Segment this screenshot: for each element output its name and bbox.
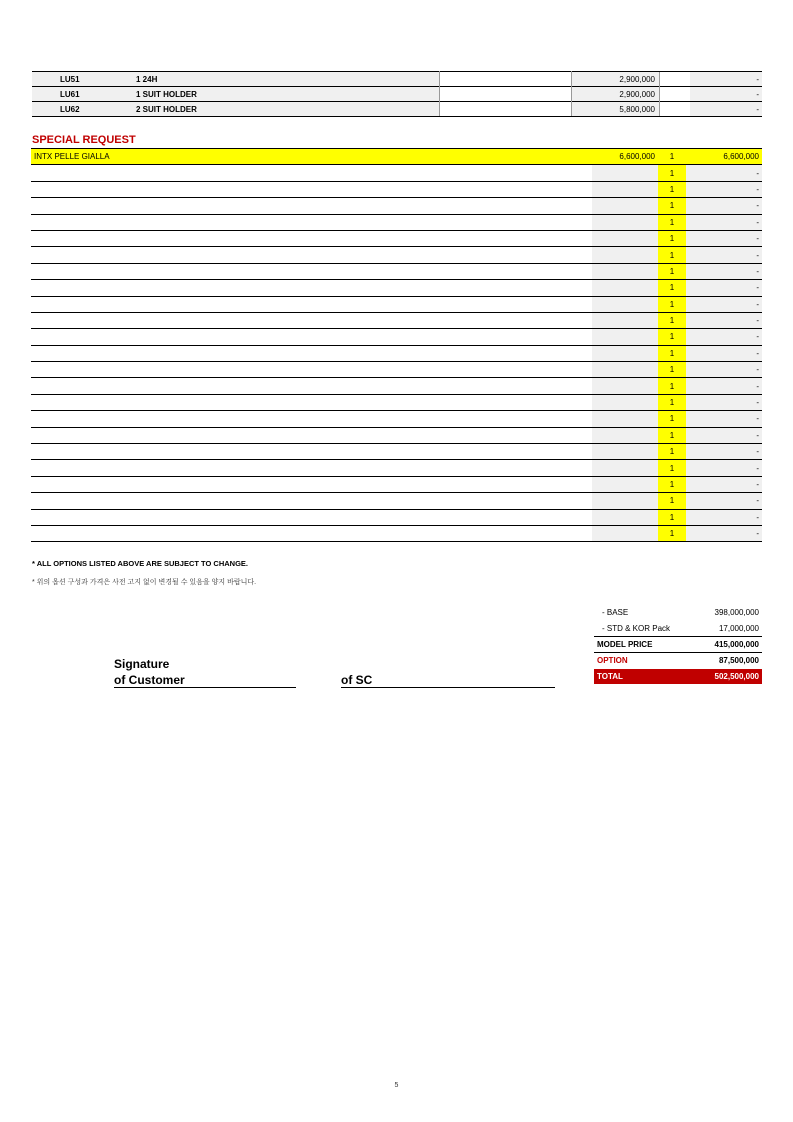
request-amount: - (686, 378, 762, 394)
option-code: LU62 (32, 102, 133, 117)
request-qty[interactable]: 1 (658, 198, 686, 214)
request-price[interactable] (592, 411, 658, 427)
request-price[interactable] (592, 476, 658, 492)
special-request-row (31, 329, 762, 345)
price-summary (594, 605, 762, 684)
request-description[interactable] (31, 230, 592, 246)
option-description: 2 SUIT HOLDER (133, 102, 440, 117)
request-price[interactable] (592, 509, 658, 525)
request-amount: - (686, 263, 762, 279)
sc-signature-line[interactable] (341, 687, 555, 688)
base-value: 398,000,000 (714, 608, 759, 618)
request-qty[interactable]: 1 (658, 214, 686, 230)
request-description[interactable] (31, 394, 592, 410)
option-blank-cell (440, 87, 572, 102)
option-price: 2,900,000 (572, 72, 660, 87)
request-amount: 6,600,000 (686, 149, 762, 165)
request-amount: - (686, 329, 762, 345)
request-price[interactable] (592, 181, 658, 197)
option-description: 1 24H (133, 72, 440, 87)
request-amount: - (686, 394, 762, 410)
special-request-title: SPECIAL REQUEST (32, 134, 136, 146)
base-label: - BASE (602, 608, 629, 618)
special-request-row (31, 509, 762, 525)
std-pack-label: - STD & KOR Pack (602, 623, 671, 633)
option-row (32, 102, 762, 117)
customer-signature-line[interactable] (114, 687, 296, 688)
special-request-row (31, 214, 762, 230)
request-price[interactable] (592, 230, 658, 246)
special-request-row (31, 165, 762, 181)
request-description[interactable] (31, 263, 592, 279)
request-qty[interactable]: 1 (658, 263, 686, 279)
request-qty[interactable]: 1 (658, 444, 686, 460)
request-description[interactable] (31, 214, 592, 230)
request-qty[interactable]: 1 (658, 525, 686, 541)
request-amount: - (686, 509, 762, 525)
summary-model-row (594, 636, 762, 652)
special-request-row (31, 230, 762, 246)
special-request-row (31, 296, 762, 312)
special-request-row (31, 378, 762, 394)
request-qty[interactable]: 1 (658, 362, 686, 378)
special-request-row (31, 444, 762, 460)
request-qty[interactable]: 1 (658, 460, 686, 476)
request-amount: - (686, 411, 762, 427)
signature-label: Signature (114, 657, 170, 671)
option-amount: - (690, 87, 762, 102)
request-amount: - (686, 247, 762, 263)
request-description[interactable] (31, 460, 592, 476)
option-row (32, 87, 762, 102)
option-amount: - (690, 102, 762, 117)
request-amount: - (686, 181, 762, 197)
special-request-row (31, 149, 762, 165)
request-qty[interactable]: 1 (658, 230, 686, 246)
request-price[interactable] (592, 312, 658, 328)
request-price[interactable] (592, 247, 658, 263)
option-label: OPTION (597, 656, 628, 666)
total-value: 502,500,000 (700, 669, 762, 684)
change-notice: * ALL OPTIONS LISTED ABOVE ARE SUBJECT TO CHANGE. (32, 559, 248, 568)
request-price[interactable]: 6,600,000 (592, 149, 658, 165)
request-description[interactable] (31, 444, 592, 460)
special-request-row (31, 493, 762, 509)
request-qty[interactable]: 1 (658, 165, 686, 181)
request-price[interactable] (592, 394, 658, 410)
request-amount: - (686, 493, 762, 509)
request-description[interactable] (31, 345, 592, 361)
request-amount: - (686, 214, 762, 230)
request-price[interactable] (592, 329, 658, 345)
summary-total-row (594, 669, 762, 684)
request-amount: - (686, 476, 762, 492)
request-qty[interactable]: 1 (658, 149, 686, 165)
request-description[interactable] (31, 509, 592, 525)
request-amount: - (686, 165, 762, 181)
request-description[interactable] (31, 198, 592, 214)
request-qty[interactable]: 1 (658, 378, 686, 394)
request-amount: - (686, 362, 762, 378)
request-qty[interactable]: 1 (658, 411, 686, 427)
special-request-row (31, 247, 762, 263)
request-description[interactable] (31, 165, 592, 181)
request-description[interactable] (31, 411, 592, 427)
request-description[interactable] (31, 181, 592, 197)
option-price: 5,800,000 (572, 102, 660, 117)
request-description[interactable] (31, 280, 592, 296)
request-amount: - (686, 460, 762, 476)
special-request-row (31, 312, 762, 328)
request-amount: - (686, 345, 762, 361)
special-request-table (31, 148, 762, 542)
request-qty[interactable]: 1 (658, 476, 686, 492)
request-price[interactable] (592, 198, 658, 214)
option-value: 87,500,000 (718, 656, 759, 666)
total-label: TOTAL (594, 669, 700, 684)
request-amount: - (686, 198, 762, 214)
request-price[interactable] (592, 214, 658, 230)
option-price: 2,900,000 (572, 87, 660, 102)
request-description[interactable] (31, 427, 592, 443)
special-request-row (31, 460, 762, 476)
request-qty[interactable]: 1 (658, 312, 686, 328)
summary-std-row (594, 620, 762, 636)
option-description: 1 SUIT HOLDER (133, 87, 440, 102)
request-amount: - (686, 312, 762, 328)
request-price[interactable] (592, 493, 658, 509)
summary-option-row (594, 653, 762, 669)
special-request-row (31, 345, 762, 361)
request-amount: - (686, 230, 762, 246)
options-table (32, 71, 762, 117)
model-price-value: 415,000,000 (700, 636, 762, 652)
special-request-row (31, 198, 762, 214)
request-qty[interactable]: 1 (658, 329, 686, 345)
option-amount: - (690, 72, 762, 87)
option-blank-cell (440, 72, 572, 87)
special-request-row (31, 394, 762, 410)
option-qty (660, 87, 691, 102)
request-price[interactable] (592, 280, 658, 296)
special-request-row (31, 427, 762, 443)
special-request-row (31, 411, 762, 427)
request-amount: - (686, 296, 762, 312)
request-price[interactable] (592, 296, 658, 312)
page-number: 5 (394, 1082, 399, 1089)
request-price[interactable] (592, 444, 658, 460)
request-description[interactable] (31, 247, 592, 263)
request-price[interactable] (592, 378, 658, 394)
request-price[interactable] (592, 165, 658, 181)
request-description[interactable] (31, 493, 592, 509)
request-amount: - (686, 427, 762, 443)
request-qty[interactable]: 1 (658, 247, 686, 263)
special-request-row (31, 181, 762, 197)
request-description[interactable] (31, 312, 592, 328)
request-amount: - (686, 280, 762, 296)
change-notice-korean: * 위의 옵션 구성과 가격은 사전 고지 없이 변경될 수 있음을 양지 바랍니다. (32, 579, 257, 586)
std-pack-value: 17,000,000 (718, 623, 759, 633)
model-price-label: MODEL PRICE (594, 636, 700, 652)
request-price[interactable] (592, 427, 658, 443)
request-description[interactable] (31, 329, 592, 345)
request-qty[interactable]: 1 (658, 394, 686, 410)
option-row (32, 72, 762, 87)
option-code: LU61 (32, 87, 133, 102)
request-description[interactable] (31, 378, 592, 394)
request-price[interactable] (592, 460, 658, 476)
request-description[interactable] (31, 525, 592, 541)
special-request-row (31, 362, 762, 378)
special-request-row (31, 280, 762, 296)
request-qty[interactable]: 1 (658, 427, 686, 443)
summary-base-row (594, 605, 762, 620)
sc-signature-label: of SC (341, 673, 373, 687)
special-request-row (31, 476, 762, 492)
request-price[interactable] (592, 362, 658, 378)
customer-signature-label: of Customer (114, 673, 185, 687)
request-description[interactable] (31, 476, 592, 492)
option-code: LU51 (32, 72, 133, 87)
option-qty (660, 72, 691, 87)
special-request-row (31, 263, 762, 279)
request-description[interactable] (31, 296, 592, 312)
option-blank-cell (440, 102, 572, 117)
request-description[interactable]: INTX PELLE GIALLA (31, 149, 592, 165)
request-qty[interactable]: 1 (658, 345, 686, 361)
request-description[interactable] (31, 362, 592, 378)
request-price[interactable] (592, 345, 658, 361)
request-amount: - (686, 444, 762, 460)
request-price[interactable] (592, 525, 658, 541)
special-request-row (31, 525, 762, 541)
option-qty (660, 102, 691, 117)
request-amount: - (686, 525, 762, 541)
request-qty[interactable]: 1 (658, 181, 686, 197)
request-qty[interactable]: 1 (658, 509, 686, 525)
request-qty[interactable]: 1 (658, 296, 686, 312)
request-qty[interactable]: 1 (658, 280, 686, 296)
request-price[interactable] (592, 263, 658, 279)
request-qty[interactable]: 1 (658, 493, 686, 509)
